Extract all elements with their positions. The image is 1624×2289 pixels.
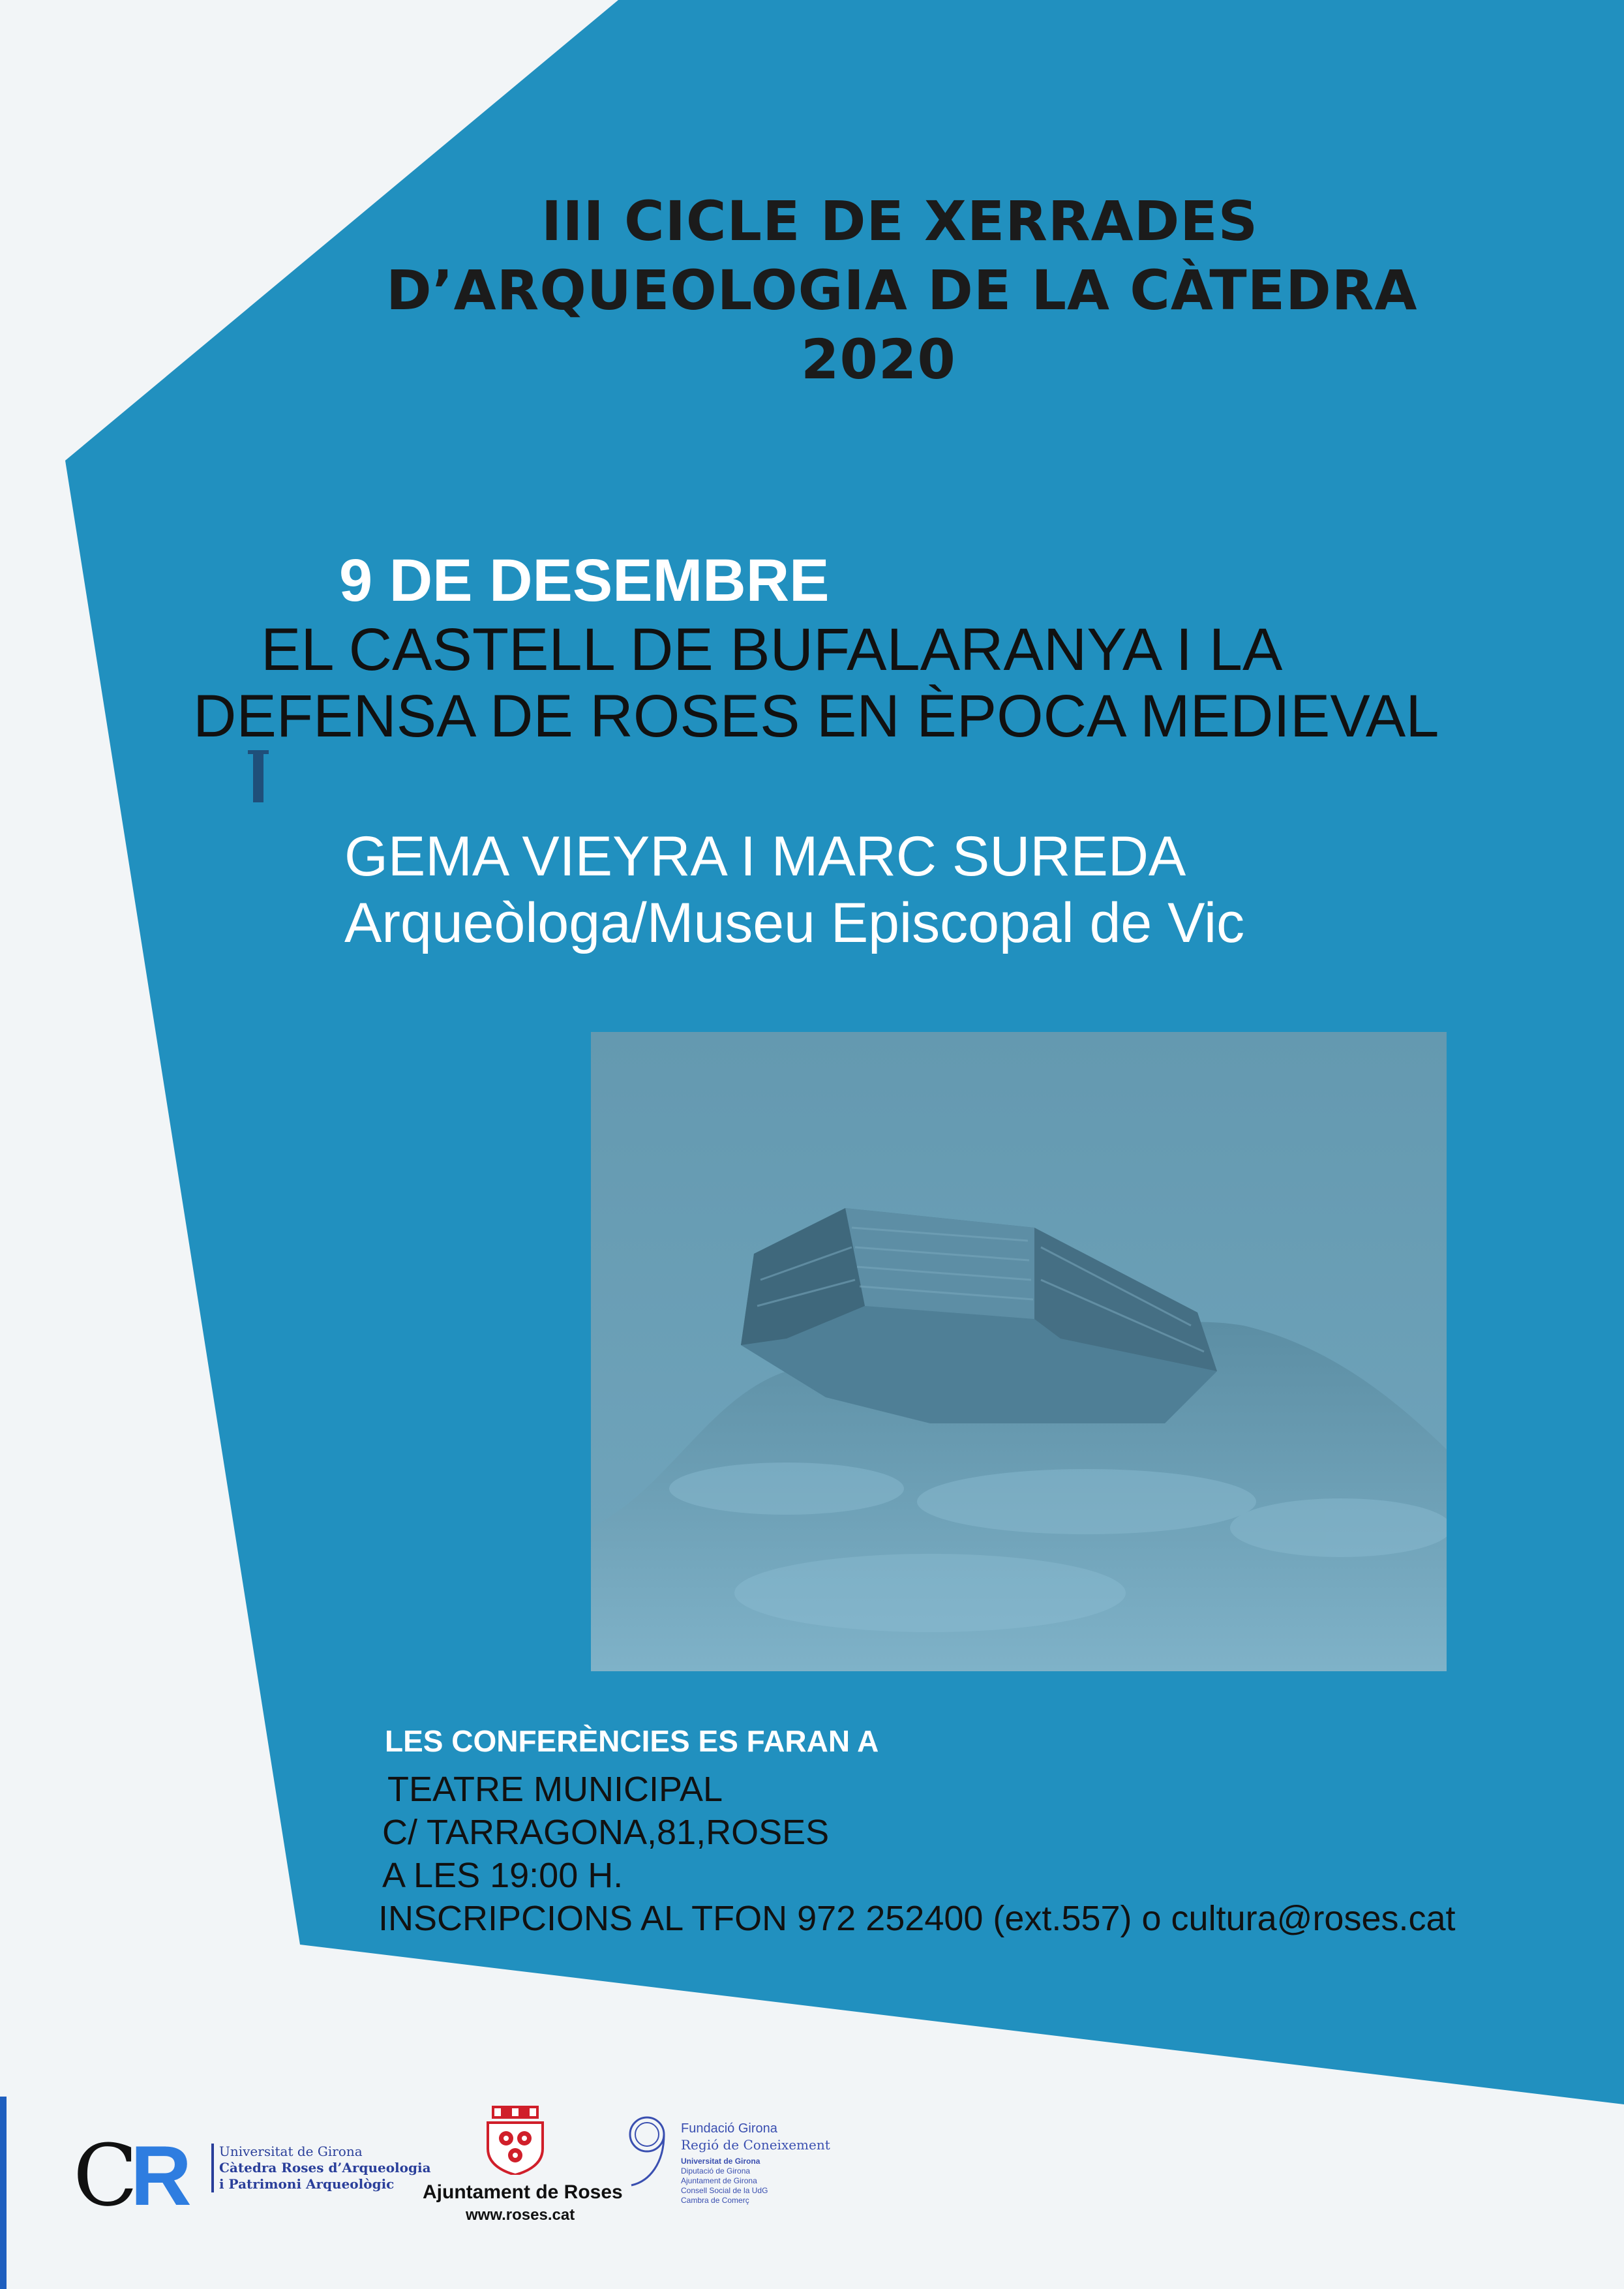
talk-title-line-1: EL CASTELL DE BUFALARANYA I LA xyxy=(261,616,1283,683)
catedra-name-2: i Patrimoni Arqueològic xyxy=(219,2176,395,2192)
fundacio-member: Consell Social de la UdG xyxy=(681,2186,768,2195)
catedra-name: Càtedra Roses d’Arqueologia xyxy=(219,2160,431,2175)
affiliation: Arqueòloga/Museu Episcopal de Vic xyxy=(344,892,1245,954)
castle-ruins-photo xyxy=(591,1032,1447,1671)
catedra-logo-c: C xyxy=(73,2126,138,2225)
fundacio-member: Diputació de Girona xyxy=(681,2166,751,2175)
registration-info: INSCRIPCIONS AL TFON 972 252400 (ext.557) o cultura@roses.cat xyxy=(378,1899,1456,1938)
fundacio-name-1: Fundació Girona xyxy=(681,2121,777,2136)
venue-time: A LES 19:00 H. xyxy=(382,1856,624,1895)
series-title-line-1: III CICLE DE XERRADES xyxy=(541,189,1259,253)
venue-address: C/ TARRAGONA,81,ROSES xyxy=(382,1813,830,1852)
footer-accent-bar xyxy=(0,2097,7,2289)
talk-date: 9 DE DESEMBRE xyxy=(339,547,830,614)
fundacio-name-2: Regió de Coneixement xyxy=(681,2137,830,2153)
talk-title-line-2: DEFENSA DE ROSES EN ÈPOCA MEDIEVAL xyxy=(193,683,1439,750)
fundacio-member: Universitat de Girona xyxy=(681,2157,760,2166)
text-cursor-mark xyxy=(253,750,263,802)
fundacio-members xyxy=(681,2157,768,2206)
series-title-line-2: D’ARQUEOLOGIA DE LA CÀTEDRA xyxy=(386,258,1418,322)
series-title-year: 2020 xyxy=(801,327,956,391)
catedra-logo-r: R xyxy=(130,2128,192,2223)
venue-place: TEATRE MUNICIPAL xyxy=(387,1770,723,1809)
ajuntament-url: www.roses.cat xyxy=(466,2206,575,2224)
venue-heading: LES CONFERÈNCIES ES FARAN A xyxy=(385,1724,879,1758)
roses-coat-of-arms-icon xyxy=(485,2106,545,2175)
fundacio-girona-logo xyxy=(624,2111,830,2228)
fundacio-member: Cambra de Comerç xyxy=(681,2196,749,2205)
ajuntament-roses-logo xyxy=(417,2106,623,2236)
fundacio-member: Ajuntament de Girona xyxy=(681,2176,757,2185)
catedra-logo xyxy=(73,2126,431,2225)
speakers: GEMA VIEYRA I MARC SUREDA xyxy=(344,825,1186,888)
fundacio-nine-icon xyxy=(624,2111,676,2189)
ajuntament-name: Ajuntament de Roses xyxy=(423,2181,623,2203)
catedra-university: Universitat de Girona xyxy=(219,2144,363,2159)
